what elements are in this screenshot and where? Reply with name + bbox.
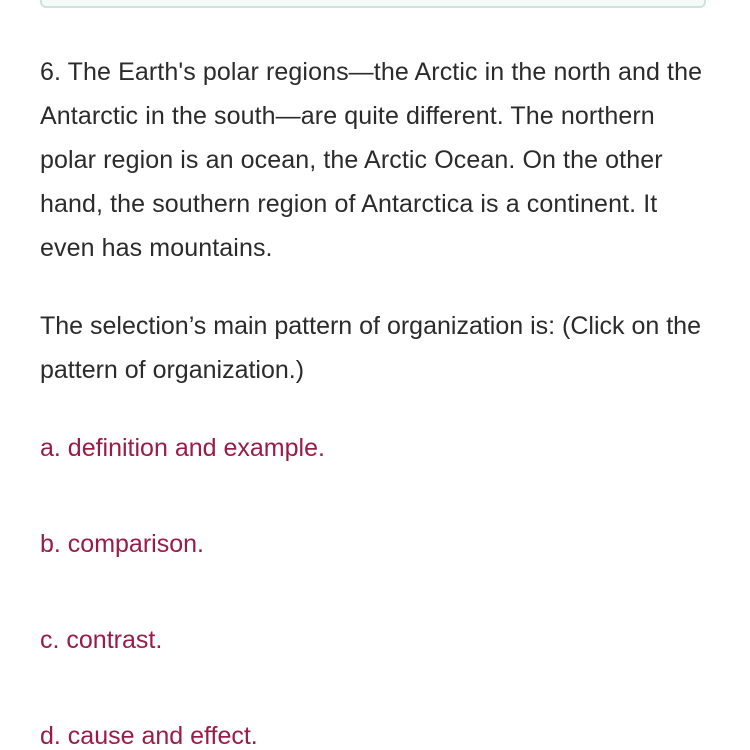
question-prompt: The selection’s main pattern of organization is: (Click on the pattern of organization.): [40, 312, 701, 384]
option-a[interactable]: a. definition and example.: [40, 434, 325, 462]
answer-options: [40, 426, 710, 750]
option-c[interactable]: c. contrast.: [40, 626, 163, 654]
passage-text: 6. The Earth's polar regions—the Arctic in the north and the Antarctic in the south—are quite different. The northern polar region is an ocean, the Arctic Ocean. On the other hand, the southern region of Antarctica is a continent. It even has mountains.: [40, 58, 703, 262]
question-card: [40, 50, 710, 750]
option-b[interactable]: b. comparison.: [40, 530, 204, 558]
previous-panel: [40, 0, 706, 8]
option-d[interactable]: d. cause and effect.: [40, 722, 258, 750]
